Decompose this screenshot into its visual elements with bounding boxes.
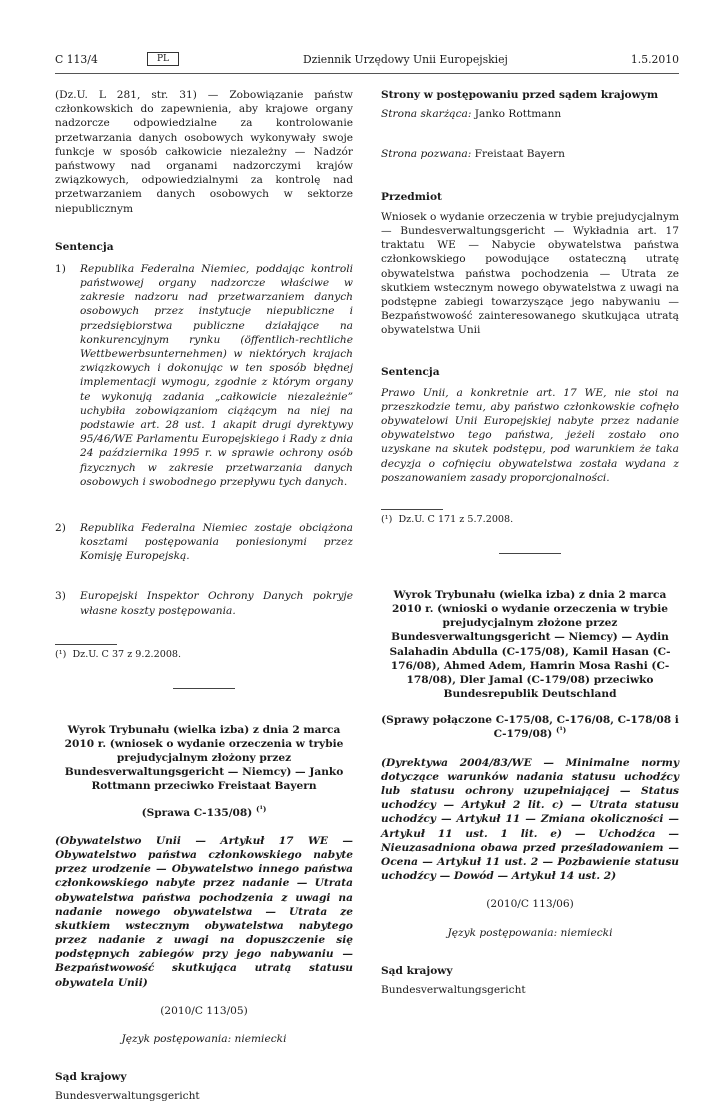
sentencja-text: Prawo Unii, a konkretnie art. 17 WE, nie stoi na przeszkodzie temu, aby państwo członkowskie cofnęło obywatelowi Unii Europejskiej nabyte przez nadanie obywatelstwo tego państwa, jeżeli zostało ono uzyskane na skutek podstępu, pod warunkiem że taka decyzja o cofnięciu obywatelstwa została wydana z poszanowaniem zasady proporcjonalności. xyxy=(381,386,679,484)
footnote xyxy=(381,514,679,527)
footnote-text: Dz.U. C 37 z 9.2.2008. xyxy=(72,648,182,660)
right-column xyxy=(381,88,679,997)
ruling-item-text: Europejski Inspektor Ochrony Danych pokryje własne koszty postępowania. xyxy=(80,590,353,617)
case-number: (Sprawy połączone C-175/08, C-176/08, C-178/08 i C-179/08) $^{(^1)}$ xyxy=(381,714,679,741)
parties-heading: Strony w postępowaniu przed sądem krajowym xyxy=(381,89,659,101)
ruling-item-text: Republika Federalna Niemiec, poddając kontroli państwowej organy nadzorcze właściwe w zakresie nadzoru nad przetwarzaniem danych osobowych przez instytucje niepubliczne i przedsiębiorstwa publiczne działające na konkurencyjnym rynku (öffentlich-rechtliche Wettbewerbsunternehmen) w niektórych krajach związkowych i dokonując w ten sposób błędnej implementacji wymogu, zgodnie z którym organy te wykonują zadania „całkowicie niezależnie” uchybiła zobowiązaniom ciążącym na niej na podstawie art. 28 ust. 1 akapit drugi dyrektywy 95/46/WE Parlamentu Europejskiego i Rady z dnia 24 października 1995 r. w sprawie ochrony osób fizycznych w zakresie przetwarzania danych osobowych i swobodnego przepływu tych danych. xyxy=(80,262,353,488)
national-court: Bundesverwaltungsgericht xyxy=(55,1090,200,1103)
case-intro-text: (Dz.U. L 281, str. 31) — Zobowiązanie państw członkowskich do zapewnienia, aby krajowe organy nadzorcze odpowiedzialne za kontrolowanie przetwarzania danych osobowych wykonywały swoje funkcje w sposób całkowicie niezależny — Nadzór państwowy nad organami nadzorczymi krajów związkowych, odpowiedzialnymi za kontrolę nad przetwarzaniem danych osobowych w sektorze niepublicznym xyxy=(55,89,353,215)
case-title: Wyrok Trybunału (wielka izba) z dnia 2 marca 2010 r. (wnioski o wydanie orzeczenia w trybie prejudycjalnym złożone przez Bundesverwaltungsgericht — Niemcy) — Aydin Salahadin Abdulla (C-175/08), Kamil Hasan (C-176/08), Ahmed Adem, Hamrin Mosa Rashi (C-178/08), Dler Jamal (C-179/08) przeciwko Bundesrepublik Deutschland xyxy=(389,588,671,701)
case-keywords: (Obywatelstwo Unii — Artykuł 17 WE — Obywatelstwo państwa członkowskiego nabyte przez urodzenie — Obywatelstwo innego państwa członkowskiego nabyte przez nadanie — Utrata obywatelstwa państwa pochodzenia z uwagi na nadanie nowego obywatelstwa — Utrata ze skutkiem wstecznym obywatelstwa nabytego przez nadanie z uwagi na dopuszczenie się podstępnych zabiegów przy jego nabywaniu — Bezpaństwowość skutkująca utratą statusu obywatela Unii) xyxy=(55,834,353,989)
section-separator xyxy=(499,553,561,554)
journal-title: Dziennik Urzędowy Unii Europejskiej xyxy=(303,53,508,66)
footnote-rule xyxy=(55,644,117,645)
footnote-mark: (¹) xyxy=(55,648,67,660)
section-separator xyxy=(173,688,235,689)
footnote-mark: (¹) xyxy=(381,513,393,525)
ruling-item-number: 3) xyxy=(55,590,66,603)
procedure-language: Język postępowania: niemiecki xyxy=(447,926,613,939)
language-badge: PL xyxy=(147,52,179,66)
ruling-item-number: 1) xyxy=(55,262,66,275)
ruling-item xyxy=(55,262,353,489)
subject-heading: Przedmiot xyxy=(381,190,442,203)
ruling-item xyxy=(55,521,353,564)
case-footnote-ref: (¹) xyxy=(555,725,567,735)
header-rule xyxy=(55,73,679,74)
procedure-language: Język postępowania: niemiecki xyxy=(121,1033,287,1046)
ruling-item-number: 2) xyxy=(55,521,66,534)
ruling-item-text: Republika Federalna Niemiec zostaje obciążona kosztami postępowania poniesionymi przez Komisję Europejską. xyxy=(80,521,353,563)
footnote-rule xyxy=(381,509,443,510)
case-reference: (2010/C 113/06) xyxy=(486,898,574,911)
footnote xyxy=(55,649,353,662)
defendant-name: Freistaat Bayern xyxy=(474,148,565,161)
plaintiff-name: Janko Rottmann xyxy=(474,108,562,121)
case-title: Wyrok Trybunału (wielka izba) z dnia 2 marca 2010 r. (wniosek o wydanie orzeczenia w trybie prejudycjalnym złożony przez Bundesverwaltungsgericht — Niemcy) — Janko Rottmann przeciwko Freistaat Bayern xyxy=(64,723,344,793)
ruling-list xyxy=(55,262,353,618)
subject-text: Wniosek o wydanie orzeczenia w trybie prejudycjalnym — Bundesverwaltungsgericht — Wykładnia art. 17 traktatu WE — Nabycie obywatelstwa państwa członkowskiego powodujące ostateczną utratę obywatelstwa państwa pochodzenia — Utrata ze skutkiem wstecznym nowego obywatelstwa z uwagi na podstępne zabiegi towarzyszące jego nabywaniu — Bezpaństwowość zainteresowanego skutkująca utratą obywatelstwa Unii xyxy=(381,210,679,337)
plaintiff xyxy=(381,107,679,121)
national-court-heading: Sąd krajowy xyxy=(55,1071,127,1084)
sentencja-heading: Sentencja xyxy=(381,366,440,379)
footnote-text: Dz.U. C 171 z 5.7.2008. xyxy=(398,513,514,525)
national-court: Bundesverwaltungsgericht xyxy=(381,983,526,996)
left-column xyxy=(55,88,353,1104)
case-number: (Sprawa C-135/08) $^{(^1)}$ xyxy=(141,804,267,819)
plaintiff-label: Strona skarżąca: xyxy=(381,108,472,121)
case-keywords: (Dyrektywa 2004/83/WE — Minimalne normy dotyczące warunków nadania statusu uchodźcy lub statusu ochrony uzupełniającej — Status uchodźcy — Artykuł 2 lit. c) — Utrata statusu uchodźcy — Artykuł 11 — Zmiana okoliczności — Artykuł 11 ust. 1 lit. e) — Uchodźca — Nieuzasadniona obawa przed prześladowaniem — Ocena — Artykuł 11 ust. 2 — Pozbawienie statusu uchodźcy — Dowód — Artykuł 14 ust. 2) xyxy=(381,756,679,883)
case-reference: (2010/C 113/05) xyxy=(160,1004,248,1017)
defendant-label: Strona pozwana: xyxy=(381,148,472,161)
defendant xyxy=(381,147,679,161)
national-court-heading: Sąd krajowy xyxy=(381,964,453,977)
issue-date: 1.5.2010 xyxy=(630,53,679,66)
case-footnote-ref: (¹) xyxy=(256,804,267,814)
journal-issue-code: C 113/4 xyxy=(55,53,98,66)
sentencja-heading: Sentencja xyxy=(55,240,114,253)
page-header xyxy=(55,53,679,69)
ruling-item xyxy=(55,589,353,617)
